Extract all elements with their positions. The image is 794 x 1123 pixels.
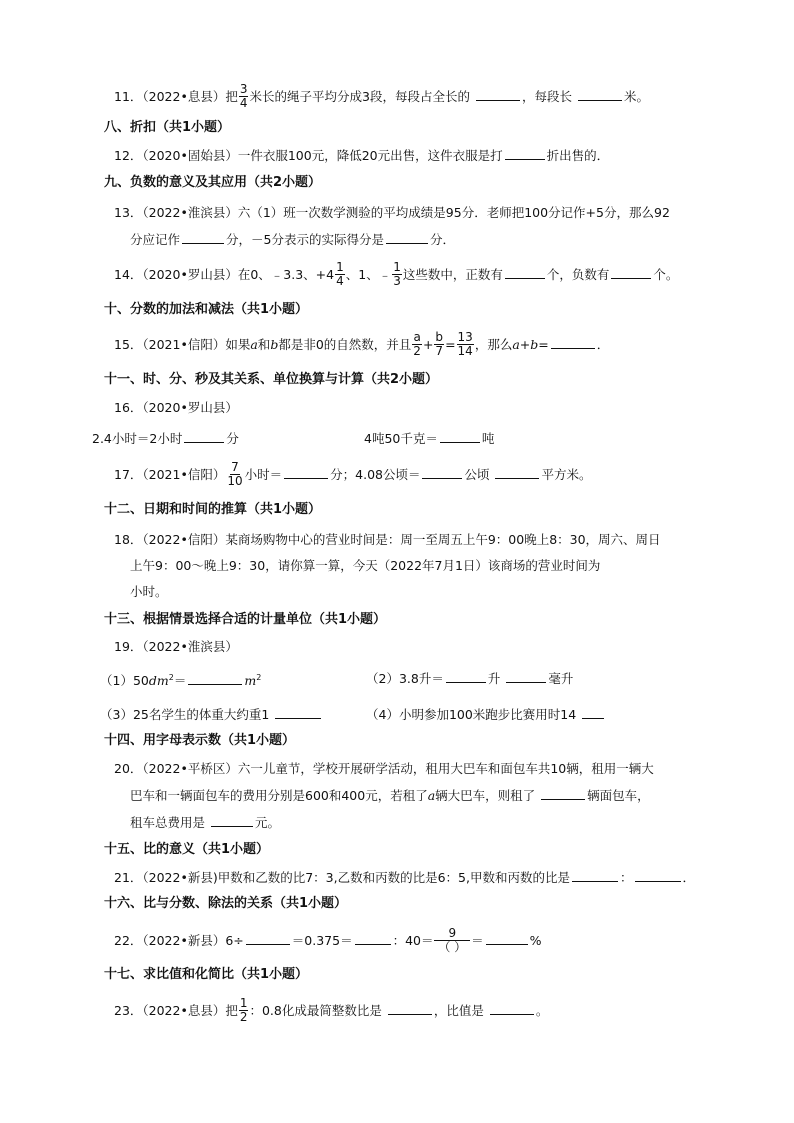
- q14-text3: 个，负数有: [546, 267, 610, 282]
- q23-text: ：0.8化成最简整数比是: [249, 1003, 382, 1018]
- numerator: 13: [457, 330, 473, 344]
- q18-line1: 18．（2022•信阳）某商场购物中心的营业时间是：周一至周五上午9：00晚上8：30，周六、周日: [114, 532, 661, 547]
- numerator: 3: [239, 82, 248, 96]
- q14-text2: 这些数中，正数有: [402, 267, 503, 282]
- fraction: [239, 83, 249, 110]
- denominator: 2: [413, 344, 421, 358]
- denominator: 14: [457, 344, 473, 358]
- q17-source: 17．（2021•信阳）: [114, 467, 226, 482]
- q19-part3: [100, 704, 323, 725]
- numerator: a: [413, 330, 421, 344]
- var-b: b: [270, 337, 279, 352]
- q14-text4: 个。: [653, 267, 679, 282]
- q11-text: 米长的绳子平均分成3段，每段占全长的: [249, 89, 470, 104]
- q12-text: 12．（2020•固始县）一件衣服100元，降低20元出售，这件衣服是打: [114, 148, 503, 163]
- q18-line3: 小时。: [130, 584, 168, 599]
- answer-blank[interactable]: [440, 428, 480, 443]
- fraction: [239, 997, 249, 1024]
- equals-sign: =: [445, 337, 456, 352]
- q17-text2: 分；4.08公顷＝: [330, 467, 421, 482]
- answer-blank[interactable]: [388, 1000, 432, 1015]
- var-ab: a+b: [512, 337, 539, 352]
- answer-blank[interactable]: [476, 86, 520, 101]
- answer-blank[interactable]: [506, 668, 546, 683]
- answer-blank[interactable]: [386, 229, 428, 244]
- q23-line: [114, 998, 548, 1025]
- q20-text2: 辆大巴车，则租了: [435, 788, 536, 803]
- q13-text3: 分．: [429, 232, 455, 247]
- q19-p4-text: （4）小明参加100米跑步比赛用时14: [366, 707, 577, 722]
- q15-text4: =: [538, 337, 549, 352]
- answer-blank[interactable]: [578, 86, 622, 101]
- q22-line: [114, 928, 542, 955]
- q20-text4: 租车总费用是: [130, 815, 206, 830]
- q19-p1-eq: ＝: [173, 673, 187, 689]
- section-heading: 十、分数的加法和减法（共1小题）: [104, 302, 309, 317]
- answer-blank[interactable]: [505, 264, 545, 279]
- section-heading: 十二、日期和时间的推算（共1小题）: [104, 502, 322, 517]
- answer-blank[interactable]: [188, 670, 242, 685]
- q15-text5: ．: [596, 337, 610, 352]
- superscript: 2: [168, 673, 174, 682]
- denominator: 3: [393, 274, 401, 288]
- q17-line: [114, 462, 592, 489]
- q22-source: 22．（2022•新县）6÷: [114, 933, 244, 948]
- section-heading: 十五、比的意义（共1小题）: [104, 842, 270, 857]
- section-heading: 十四、用字母表示数（共1小题）: [104, 733, 296, 748]
- section-heading: 十七、求比值和化简比（共1小题）: [104, 967, 309, 982]
- q13-line2: [130, 229, 455, 250]
- answer-blank[interactable]: [505, 145, 545, 160]
- answer-blank[interactable]: [355, 930, 391, 945]
- answer-blank[interactable]: [635, 867, 681, 882]
- section-heading: 八、折扣（共1小题）: [104, 120, 231, 135]
- fraction: [457, 331, 474, 358]
- denominator: 10: [227, 474, 243, 488]
- section-heading: 十一、时、分、秒及其关系、单位换算与计算（共2小题）: [104, 372, 439, 387]
- q23-source: 23．（2022•息县）把: [114, 1003, 238, 1018]
- denominator-blank[interactable]: （ ）: [438, 940, 467, 954]
- q13-text2: 分，－5分表示的实际得分是: [226, 232, 384, 247]
- colon: ：: [619, 870, 633, 885]
- q14-source: 14．（2020•罗山县）在0、﹣3.3、+4: [114, 267, 335, 282]
- q19-part2: [366, 668, 573, 689]
- q14-text: 、1、﹣: [345, 267, 392, 282]
- plus-sign: +: [422, 337, 434, 352]
- q17-text3: 公顷: [464, 467, 490, 482]
- q19-p2-text: （2）3.8升＝: [366, 671, 444, 686]
- answer-blank[interactable]: [490, 1000, 534, 1015]
- q16-a-text: 2.4小时＝2小时: [92, 431, 183, 446]
- answer-blank[interactable]: [486, 930, 528, 945]
- q11-source: 11．（2022•息县）把: [114, 89, 238, 104]
- q19-p1-text: （1）50: [100, 673, 149, 689]
- answer-blank[interactable]: [611, 264, 651, 279]
- q13-line1: 13．（2022•淮滨县）六（1）班一次数学测验的平均成绩是95分．老师把100分记作+5分，那么92: [114, 205, 670, 220]
- q15-text2: 都是非0的自然数，并且: [278, 337, 412, 352]
- fraction: [335, 261, 345, 288]
- q15-source: 15．（2021•信阳）如果: [114, 337, 251, 352]
- denominator: 4: [336, 274, 344, 288]
- answer-blank[interactable]: [284, 464, 328, 479]
- var-a: a: [250, 337, 258, 352]
- q11-text2: ，每段长: [521, 89, 572, 104]
- answer-blank[interactable]: [582, 704, 604, 719]
- answer-blank[interactable]: [495, 464, 539, 479]
- q15-text: 和: [257, 337, 271, 352]
- q23-text3: 。: [535, 1003, 549, 1018]
- q19-p2-unit2: 毫升: [548, 671, 574, 686]
- numerator: 7: [231, 460, 239, 474]
- section-heading: 十三、根据情景选择合适的计量单位（共1小题）: [104, 612, 387, 627]
- q20-line2: [130, 785, 650, 806]
- q15-line: [114, 332, 609, 359]
- q16-b-text: 4吨50千克＝: [364, 431, 438, 446]
- q19-part4: [366, 704, 606, 725]
- q22-text: ＝0.375＝: [291, 933, 353, 948]
- answer-blank[interactable]: [422, 464, 462, 479]
- fraction: [412, 331, 422, 358]
- denominator: 7: [435, 344, 444, 358]
- q22-text2: ：40＝: [392, 933, 434, 948]
- q16-a-unit: 分: [226, 431, 239, 446]
- var-a: a: [427, 788, 436, 803]
- numerator: 1: [239, 996, 248, 1010]
- section-heading: 九、负数的意义及其应用（共2小题）: [104, 175, 322, 190]
- answer-blank[interactable]: [446, 668, 486, 683]
- answer-blank[interactable]: [184, 428, 224, 443]
- q17-text: 小时＝: [244, 467, 283, 482]
- numerator: b: [435, 330, 444, 344]
- answer-blank[interactable]: [211, 812, 253, 827]
- q21-line: [114, 867, 695, 888]
- numerator: 1: [336, 260, 344, 274]
- q16-part-b: [364, 428, 494, 449]
- q12-line: [114, 145, 609, 166]
- q23-text2: ，比值是: [433, 1003, 484, 1018]
- unit-m: m: [244, 673, 257, 689]
- answer-blank[interactable]: [541, 785, 585, 800]
- q16-source: 16．（2020•罗山县）: [114, 400, 238, 415]
- numerator: 1: [393, 260, 401, 274]
- q16-part-a: [92, 428, 239, 449]
- answer-blank[interactable]: [182, 229, 224, 244]
- q14-line: [114, 262, 678, 289]
- fraction: [226, 461, 243, 488]
- q22-text3: ＝: [471, 933, 484, 948]
- fraction: [392, 261, 402, 288]
- fraction: [434, 331, 444, 358]
- answer-blank[interactable]: [572, 867, 618, 882]
- unit-dm: dm: [148, 673, 169, 689]
- q16-b-unit: 吨: [481, 431, 495, 446]
- q20-text5: 元。: [255, 815, 281, 830]
- q20-line3: [130, 812, 280, 833]
- section-heading: 十六、比与分数、除法的关系（共1小题）: [104, 896, 348, 911]
- q18-line2: 上午9：00～晚上9：30，请你算一算，今天（2022年7月1日）该商场的营业时间为: [130, 558, 601, 573]
- q11-text3: 米。: [623, 89, 649, 104]
- period: ．: [682, 870, 696, 885]
- q15-text3: ，那么: [474, 337, 513, 352]
- q21-text: 21．（2022•新县)甲数和乙数的比7：3,乙数和丙数的比是6：5,甲数和丙数的比是: [114, 870, 570, 885]
- q19-source: 19．（2022•淮滨县）: [114, 639, 238, 654]
- superscript: 2: [256, 673, 262, 682]
- q17-text4: 平方米。: [541, 467, 592, 482]
- q12-text2: 折出售的．: [546, 148, 610, 163]
- answer-blank[interactable]: [551, 334, 595, 349]
- denominator: 4: [239, 96, 248, 110]
- q20-text: 巴车和一辆面包车的费用分别是600和400元，若租了: [130, 788, 428, 803]
- q13-text: 分应记作: [130, 232, 181, 247]
- percent-sign: %: [529, 933, 542, 948]
- q20-text3: 辆面包车，: [587, 788, 650, 803]
- answer-blank[interactable]: [275, 704, 321, 719]
- answer-blank[interactable]: [246, 930, 290, 945]
- q11-line: [114, 84, 649, 111]
- q19-p2-unit: 升: [487, 671, 501, 686]
- q20-line1: 20．（2022•平桥区）六一儿童节，学校开展研学活动，租用大巴车和面包车共10辆，租用一辆大: [114, 761, 654, 776]
- denominator: 2: [239, 1010, 248, 1024]
- numerator: 9: [434, 927, 470, 941]
- q19-p3-text: （3）25名学生的体重大约重1: [100, 707, 270, 722]
- fraction: [434, 927, 470, 954]
- q19-part1: [100, 668, 261, 691]
